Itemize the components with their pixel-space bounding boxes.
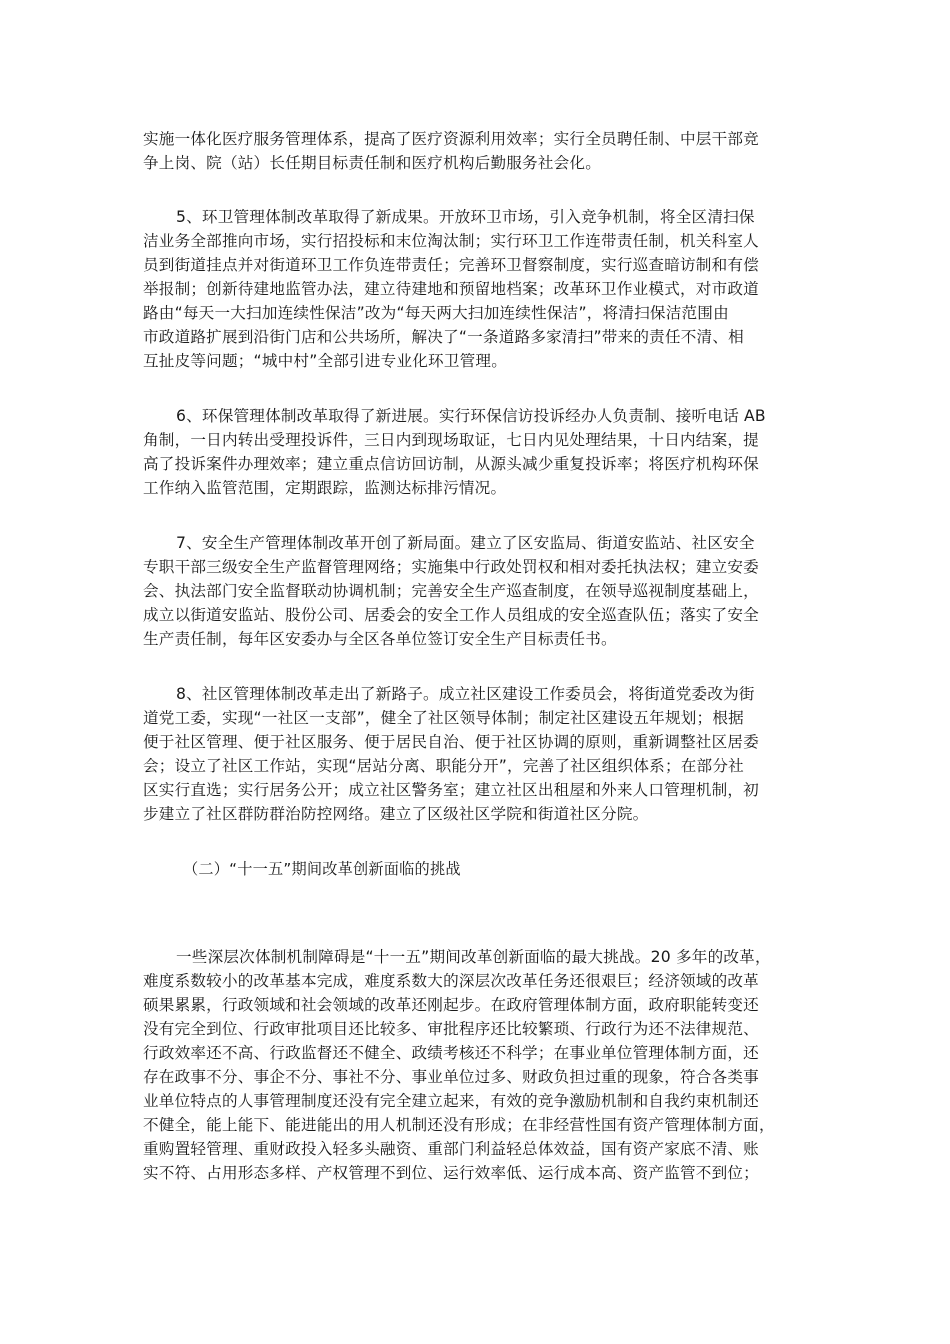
paragraph-line: 业单位特点的人事管理制度还没有完全建立起来，有效的竞争激励机制和自我约束机制还: [143, 1092, 759, 1110]
paragraph-line: 6、环保管理体制改革取得了新进展。实行环保信访投诉经办人负责制、接听电话 AB: [176, 407, 766, 425]
paragraph-line: 便于社区管理、便于社区服务、便于居民自治、便于社区协调的原则，重新调整社区居委: [143, 733, 759, 751]
paragraph-line: 会、执法部门安全监督联动协调机制；完善安全生产巡查制度，在领导巡视制度基础上，: [143, 582, 759, 600]
paragraph-line: 争上岗、院（站）长任期目标责任制和医疗机构后勤服务社会化。: [143, 154, 602, 172]
paragraph-line: 硕果累累，行政领域和社会领域的改革还刚起步。在政府管理体制方面，政府职能转变还: [143, 996, 759, 1014]
paragraph-line: 步建立了社区群防群治防控网络。建立了区级社区学院和街道社区分院。: [143, 805, 649, 823]
paragraph-line: 专职干部三级安全生产监督管理网络；实施集中行政处罚权和相对委托执法权；建立安委: [143, 558, 759, 576]
paragraph-line: 一些深层次体制机制障碍是“十一五”期间改革创新面临的最大挑战。20 多年的改革，: [176, 948, 771, 966]
paragraph-line: 难度系数较小的改革基本完成，难度系数大的深层次改革任务还很艰巨；经济领域的改革: [143, 972, 759, 990]
paragraph-line: 道党工委，实现“一社区一支部”，健全了社区领导体制；制定社区建设五年规划；根据: [143, 709, 744, 727]
paragraph-line: 成立以街道安监站、股份公司、居委会的安全工作人员组成的安全巡查队伍；落实了安全: [143, 606, 759, 624]
paragraph-line: 没有完全到位、行政审批项目还比较多、审批程序还比较繁琐、行政行为还不法律规范、: [143, 1020, 759, 1038]
section-heading: （二）“十一五”期间改革创新面临的挑战: [183, 860, 461, 878]
paragraph-line: 行政效率还不高、行政监督还不健全、政绩考核还不科学；在事业单位管理体制方面，还: [143, 1044, 759, 1062]
paragraph-line: 工作纳入监管范围，定期跟踪，监测达标排污情况。: [143, 479, 507, 497]
paragraph-line: 互扯皮等问题；“城中村”全部引进专业化环卫管理。: [143, 352, 508, 370]
paragraph-line: 路由“每天一大扫加连续性保洁”改为“每天两大扫加连续性保洁”，将清扫保洁范围由: [143, 304, 729, 322]
paragraph-line: 会；设立了社区工作站，实现“居站分离、职能分开”，完善了社区组织体系；在部分社: [143, 757, 744, 775]
paragraph-line: 不健全，能上能下、能进能出的用人机制还没有形成；在非经营性国有资产管理体制方面，: [143, 1116, 775, 1134]
paragraph-line: 区实行直选；实行居务公开；成立社区警务室；建立社区出租屋和外来人口管理机制，初: [143, 781, 759, 799]
paragraph-line: 举报制；创新待建地监管办法，建立待建地和预留地档案；改革环卫作业模式，对市政道: [143, 280, 759, 298]
paragraph-line: 7、安全生产管理体制改革开创了新局面。建立了区安监局、街道安监站、社区安全: [176, 534, 755, 552]
paragraph-line: 高了投诉案件办理效率；建立重点信访回访制，从源头减少重复投诉率；将医疗机构环保: [143, 455, 759, 473]
paragraph-line: 重购置轻管理、重财政投入轻多头融资、重部门利益轻总体效益，国有资产家底不清、账: [143, 1140, 759, 1158]
paragraph-line: 实施一体化医疗服务管理体系，提高了医疗资源利用效率；实行全员聘任制、中层干部竞: [143, 130, 759, 148]
paragraph-line: 角制，一日内转出受理投诉件，三日内到现场取证，七日内见处理结果，十日内结案，提: [143, 431, 759, 449]
paragraph-line: 存在政事不分、事企不分、事社不分、事业单位过多、财政负担过重的现象，符合各类事: [143, 1068, 759, 1086]
paragraph-line: 5、环卫管理体制改革取得了新成果。开放环卫市场，引入竞争机制，将全区清扫保: [176, 208, 755, 226]
paragraph-line: 员到街道挂点并对街道环卫工作负连带责任；完善环卫督察制度，实行巡查暗访制和有偿: [143, 256, 759, 274]
paragraph-line: 市政道路扩展到沿街门店和公共场所，解决了“一条道路多家清扫”带来的责任不清、相: [143, 328, 744, 346]
paragraph-line: 生产责任制，每年区安委办与全区各单位签订安全生产目标责任书。: [143, 630, 617, 648]
paragraph-line: 实不符、占用形态多样、产权管理不到位、运行效率低、运行成本高、资产监管不到位；: [143, 1164, 759, 1182]
paragraph-line: 洁业务全部推向市场，实行招投标和末位淘汰制；实行环卫工作连带责任制，机关科室人: [143, 232, 759, 250]
paragraph-line: 8、社区管理体制改革走出了新路子。成立社区建设工作委员会，将街道党委改为街: [176, 685, 755, 703]
